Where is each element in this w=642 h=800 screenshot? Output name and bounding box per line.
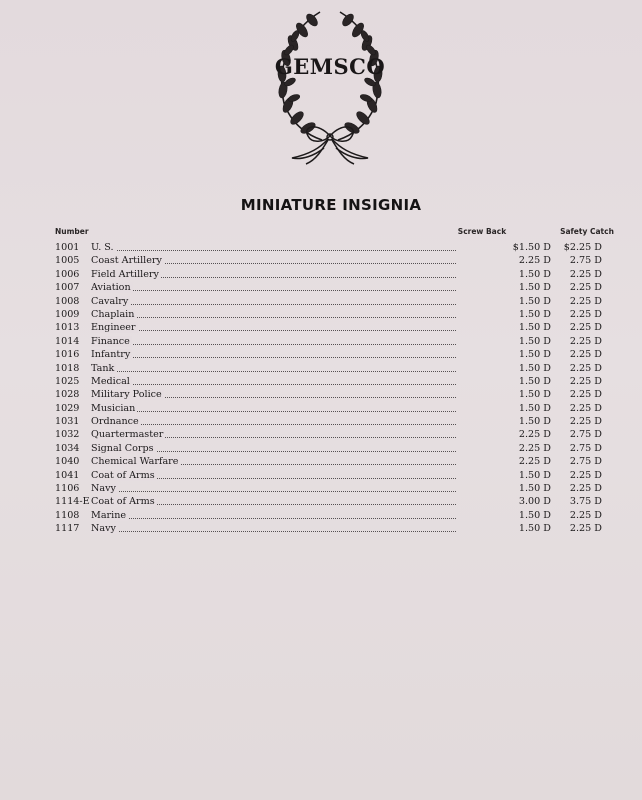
- screw-back-price: 1.50 D: [518, 295, 551, 307]
- item-number: 1031: [55, 416, 80, 428]
- item-number: 1006: [55, 268, 80, 280]
- safety-catch-price: 2.25 D: [569, 469, 602, 481]
- item-name: Navy: [91, 483, 116, 495]
- item-name: Coast Artillery: [91, 255, 162, 267]
- item-number: 1106: [55, 483, 80, 495]
- laurel-wreath-logo: [262, 8, 398, 168]
- column-header-number: Number: [55, 227, 89, 236]
- safety-catch-price: 2.25 D: [569, 295, 602, 307]
- item-number: 1034: [55, 442, 80, 454]
- screw-back-price: 1.50 D: [518, 375, 551, 387]
- table-row: [55, 321, 615, 334]
- table-row: [55, 254, 615, 267]
- screw-back-price: 1.50 D: [518, 308, 551, 320]
- safety-catch-price: 2.75 D: [569, 456, 602, 468]
- screw-back-price: 1.50 D: [518, 469, 551, 481]
- safety-catch-price: 2.25 D: [569, 483, 602, 495]
- screw-back-price: 1.50 D: [518, 362, 551, 374]
- item-name: Chaplain: [91, 308, 135, 320]
- safety-catch-price: 2.25 D: [569, 349, 602, 361]
- item-name: Tank: [91, 362, 115, 374]
- safety-catch-price: 2.75 D: [569, 255, 602, 267]
- item-name: Engineer: [91, 322, 136, 334]
- table-row: [55, 375, 615, 388]
- table-row: [55, 482, 615, 495]
- screw-back-price: 2.25 D: [518, 429, 551, 441]
- safety-catch-price: 2.25 D: [569, 375, 602, 387]
- item-name: Field Artillery: [91, 268, 159, 280]
- screw-back-price: 2.25 D: [518, 456, 551, 468]
- item-number: 1028: [55, 389, 80, 401]
- safety-catch-price: 2.25 D: [569, 389, 602, 401]
- insignia-price-list: [55, 241, 615, 536]
- item-name: Cavalry: [91, 295, 129, 307]
- page-title: MINIATURE INSIGNIA: [240, 196, 422, 214]
- item-name: Navy: [91, 523, 116, 535]
- item-name: Coat of Arms: [91, 496, 155, 508]
- safety-catch-price: 3.75 D: [569, 496, 602, 508]
- table-row: [55, 335, 615, 348]
- table-row: [55, 428, 615, 441]
- column-header-screw-back: Screw Back: [457, 227, 507, 236]
- safety-catch-price: 2.25 D: [569, 335, 602, 347]
- item-number: 1114-E: [55, 496, 90, 508]
- item-number: 1117: [55, 523, 80, 535]
- table-row: [55, 495, 615, 508]
- item-name: Medical: [91, 375, 130, 387]
- screw-back-price: 1.50 D: [518, 282, 551, 294]
- screw-back-price: 1.50 D: [518, 322, 551, 334]
- item-number: 1032: [55, 429, 80, 441]
- item-name: Aviation: [91, 282, 131, 294]
- item-number: 1040: [55, 456, 80, 468]
- table-row: [55, 308, 615, 321]
- screw-back-price: 3.00 D: [518, 496, 551, 508]
- safety-catch-price: 2.25 D: [569, 509, 602, 521]
- safety-catch-price: $2.25 D: [563, 242, 602, 253]
- table-row: [55, 388, 615, 401]
- screw-back-price: 1.50 D: [518, 389, 551, 401]
- item-number: 1008: [55, 295, 80, 307]
- safety-catch-price: 2.25 D: [569, 322, 602, 334]
- item-number: 1016: [55, 349, 80, 361]
- screw-back-price: 1.50 D: [518, 509, 551, 521]
- brand-name: GEMSCO: [274, 54, 386, 79]
- item-number: 1013: [55, 322, 80, 334]
- item-number: 1005: [55, 255, 80, 267]
- table-row: [55, 469, 615, 482]
- item-name: Military Police: [91, 389, 162, 401]
- safety-catch-price: 2.25 D: [569, 416, 602, 428]
- item-name: Finance: [91, 335, 130, 347]
- item-number: 1018: [55, 362, 80, 374]
- safety-catch-price: 2.25 D: [569, 523, 602, 535]
- item-number: 1029: [55, 402, 80, 414]
- item-name: Infantry: [91, 349, 131, 361]
- safety-catch-price: 2.25 D: [569, 308, 602, 320]
- column-header-safety-catch: Safety Catch: [560, 227, 614, 236]
- screw-back-price: 1.50 D: [518, 523, 551, 535]
- safety-catch-price: 2.25 D: [569, 268, 602, 280]
- table-row: [55, 281, 615, 294]
- table-row: [55, 268, 615, 281]
- safety-catch-price: 2.75 D: [569, 429, 602, 441]
- screw-back-price: 1.50 D: [518, 416, 551, 428]
- screw-back-price: 1.50 D: [518, 349, 551, 361]
- table-row: [55, 295, 615, 308]
- item-number: 1014: [55, 335, 80, 347]
- item-name: Coat of Arms: [91, 469, 155, 481]
- table-row: [55, 522, 615, 535]
- screw-back-price: 2.25 D: [518, 442, 551, 454]
- safety-catch-price: 2.25 D: [569, 362, 602, 374]
- screw-back-price: 1.50 D: [518, 483, 551, 495]
- item-number: 1007: [55, 282, 80, 294]
- item-name: Chemical Warfare: [91, 456, 179, 468]
- table-row: [55, 402, 615, 415]
- screw-back-price: 2.25 D: [518, 255, 551, 267]
- item-name: Musician: [91, 402, 136, 414]
- table-row: [55, 442, 615, 455]
- item-number: 1025: [55, 375, 80, 387]
- item-name: Quartermaster: [91, 429, 164, 441]
- table-row: [55, 509, 615, 522]
- screw-back-price: 1.50 D: [518, 268, 551, 280]
- screw-back-price: $1.50 D: [512, 242, 551, 253]
- table-row: [55, 455, 615, 468]
- item-number: 1001: [55, 242, 80, 253]
- item-name: Signal Corps: [91, 442, 154, 454]
- item-number: 1041: [55, 469, 80, 481]
- table-row: [55, 415, 615, 428]
- table-row: [55, 362, 615, 375]
- item-name: U. S.: [91, 242, 114, 253]
- table-row: [55, 348, 615, 361]
- item-number: 1108: [55, 509, 80, 521]
- safety-catch-price: 2.25 D: [569, 402, 602, 414]
- item-name: Ordnance: [91, 416, 139, 428]
- safety-catch-price: 2.25 D: [569, 282, 602, 294]
- table-row: [55, 241, 615, 254]
- item-number: 1009: [55, 308, 80, 320]
- safety-catch-price: 2.75 D: [569, 442, 602, 454]
- screw-back-price: 1.50 D: [518, 335, 551, 347]
- item-name: Marine: [91, 509, 127, 521]
- screw-back-price: 1.50 D: [518, 402, 551, 414]
